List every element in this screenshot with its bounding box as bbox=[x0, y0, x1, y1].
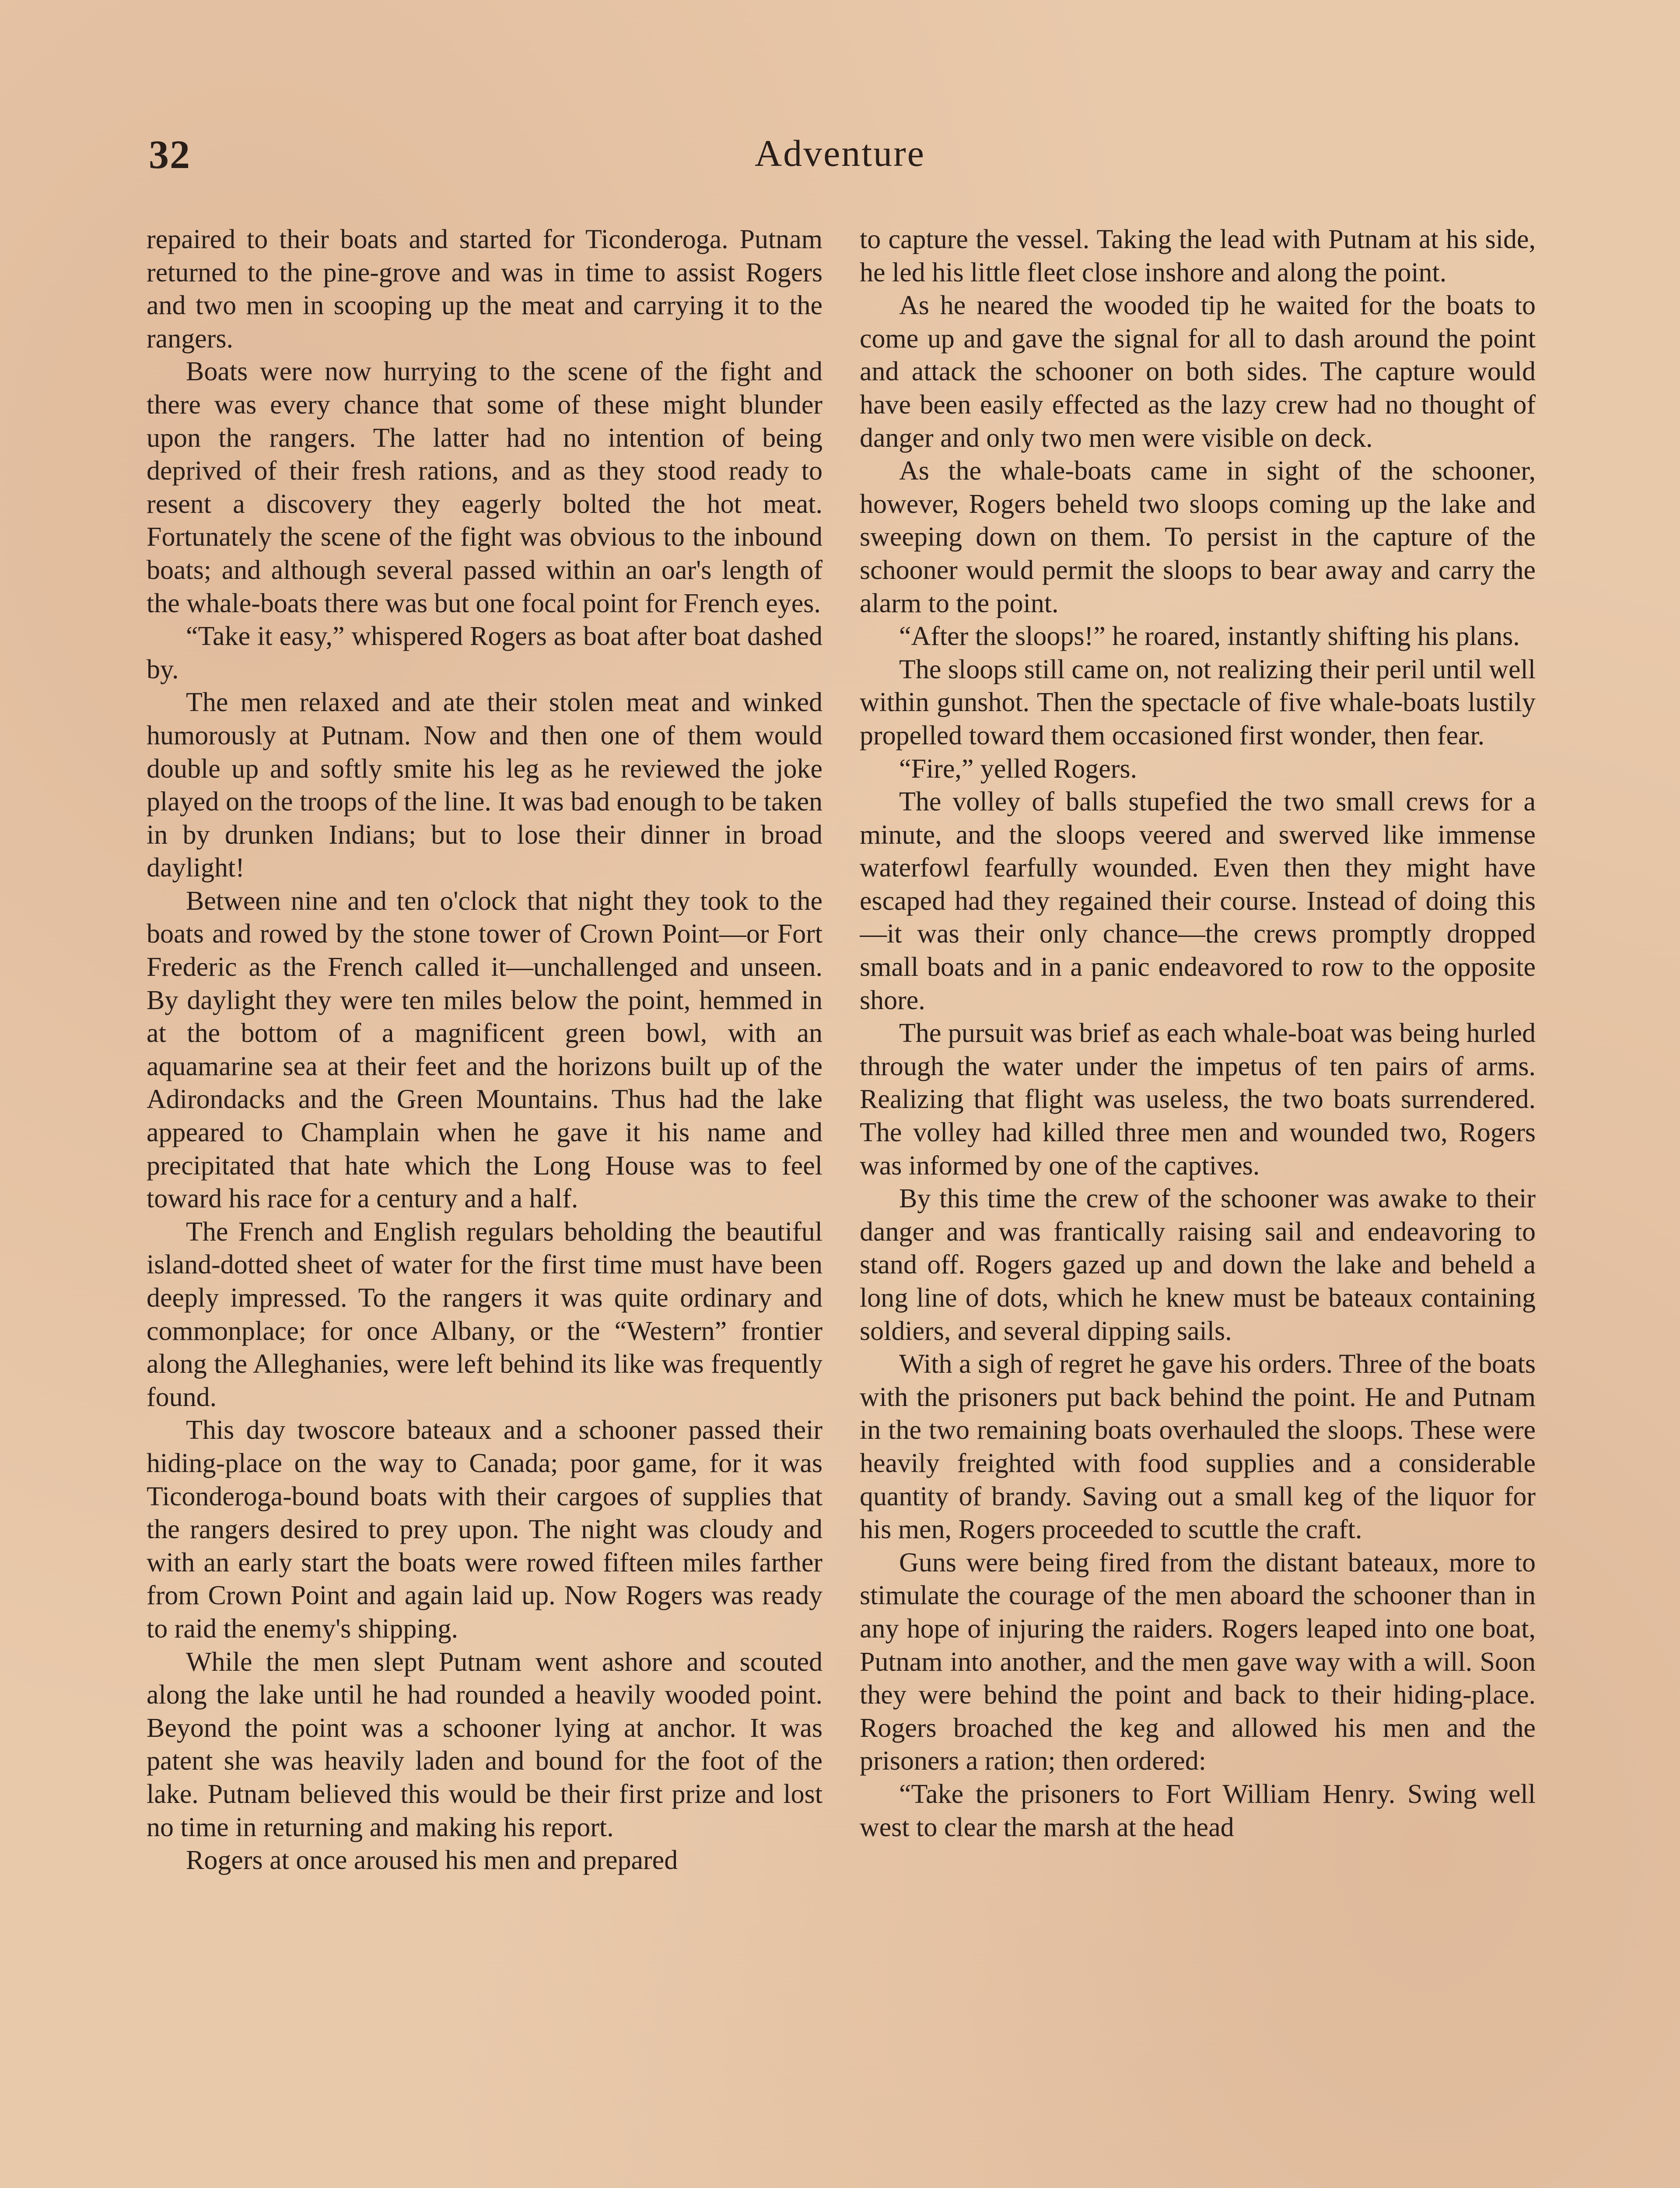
paragraph: Rogers at once aroused his men and prepared bbox=[186, 1845, 678, 1876]
paragraph: “After the sloops!” he roared, instantly shifting his plans. bbox=[899, 621, 1520, 652]
paragraph: By this time the crew of the schooner was awake to their danger and was frantically raising sail and endeavoring to stand off. Rogers gazed up and down the lake and beheld a long line of dots, which he knew must be bateaux containing soldiers, and several dipping sails. bbox=[860, 1184, 1536, 1346]
paragraph: The men relaxed and ate their stolen meat and winked humorously at Putnam. Now and then one of them would double up and softly smite his leg as he reviewed the joke played on the troops of the line. It was bad enough to be taken in by drunken Indians; but to lose their dinner in broad daylight! bbox=[147, 687, 822, 883]
paragraph: “Fire,” yelled Rogers. bbox=[899, 754, 1138, 784]
paragraph: The French and English regulars beholding the beautiful island-dotted sheet of water for the first time must have been deeply impressed. To the rangers it was quite ordinary and commonplace; for once Albany, or the “Western” frontier along the Alleghanies, were left behind its like was frequently found. bbox=[147, 1217, 822, 1412]
paragraph: to capture the vessel. Taking the lead with Putnam at his side, he led his little fleet close inshore and along the point. bbox=[860, 224, 1536, 288]
paragraph: Boats were now hurrying to the scene of the fight and there was every chance that some of these might blunder upon the rangers. The latter had no intention of being deprived of their fresh rations, and as they stood ready to resent a discovery they eagerly bolted the hot meat. Fortunately the scene of the fight was obvious to the inbound boats; and although several passed within an oar's length of the whale-boats there was but one focal point for French eyes. bbox=[147, 357, 822, 618]
text-column-right bbox=[860, 223, 1536, 2188]
paragraph: As the whale-boats came in sight of the schooner, however, Rogers beheld two sloops coming up the lake and sweeping down on them. To persist in the capture of the schooner would permit the sloops to bear away and carry the alarm to the point. bbox=[860, 456, 1536, 618]
paragraph: “Take the prisoners to Fort William Henry. Swing well west to clear the marsh at the head bbox=[860, 1779, 1536, 1842]
paragraph: The sloops still came on, not realizing their peril until well within gunshot. Then the spectacle of five whale-boats lustily propelled toward them occasioned first wonder, then fear. bbox=[860, 654, 1536, 750]
paragraph: The pursuit was brief as each whale-boat was being hurled through the water under the impetus of ten pairs of arms. Realizing that flight was useless, the two boats surrendered. The volley had killed three men and wounded two, Rogers was informed by one of the captives. bbox=[860, 1018, 1536, 1181]
page-number: 32 bbox=[149, 132, 191, 177]
paragraph: Guns were being fired from the distant bateaux, more to stimulate the courage of the men aboard the schooner than in any hope of injuring the raiders. Rogers leaped into one boat, Putnam into another, and the men gave way with a will. Soon they were behind the point and back to their hiding-place. Rogers broached the keg and allowed his men and the prisoners a ration; then ordered: bbox=[860, 1547, 1536, 1776]
paragraph: repaired to their boats and started for Ticonderoga. Putnam returned to the pine-grove and was in time to assist Rogers and two men in scooping up the meat and carrying it to the rangers. bbox=[147, 224, 822, 354]
paragraph: While the men slept Putnam went ashore and scouted along the lake until he had rounded a heavily wooded point. Beyond the point was a schooner lying at anchor. It was patent she was heavily laden and bound for the foot of the lake. Putnam believed this would be their first prize and lost no time in returning and making his report. bbox=[147, 1647, 822, 1842]
paragraph: With a sigh of regret he gave his orders. Three of the boats with the prisoners put back behind the point. He and Putnam in the two remaining boats overhauled the sloops. These were heavily freighted with food supplies and a considerable quantity of brandy. Saving out a small keg of the liquor for his men, Rogers proceeded to scuttle the craft. bbox=[860, 1349, 1536, 1545]
text-column-left bbox=[147, 223, 822, 2188]
paragraph: This day twoscore bateaux and a schooner passed their hiding-place on the way to Canada; poor game, for it was Ticonderoga-bound boats with their cargoes of supplies that the rangers desired to prey upon. The night was cloudy and with an early start the boats were rowed fifteen miles farther from Crown Point and again laid up. Now Rogers was ready to raid the enemy's shipping. bbox=[147, 1415, 822, 1644]
paragraph: “Take it easy,” whispered Rogers as boat after boat dashed by. bbox=[147, 621, 822, 684]
paragraph: As he neared the wooded tip he waited for the boats to come up and gave the signal for all to dash around the point and attack the schooner on both sides. The capture would have been easily effected as the lazy crew had no thought of danger and only two men were visible on deck. bbox=[860, 291, 1536, 453]
running-head-title: Adventure bbox=[755, 132, 925, 174]
paragraph: The volley of balls stupefied the two small crews for a minute, and the sloops veered and swerved like immense waterfowl fearfully wounded. Even then they might have escaped had they regained their course. Instead of doing this—it was their only chance—the crews promptly dropped small boats and in a panic endeavored to row to the opposite shore. bbox=[860, 787, 1536, 1015]
paragraph: Between nine and ten o'clock that night they took to the boats and rowed by the stone tower of Crown Point—or Fort Frederic as the French called it—unchallenged and unseen. By daylight they were ten miles below the point, hemmed in at the bottom of a magnificent green bowl, with an aquamarine sea at their feet and the horizons built up of the Adirondacks and the Green Mountains. Thus had the lake appeared to Champlain when he gave it his name and precipitated that hate which the Long House was to feel toward his race for a century and a half. bbox=[147, 886, 822, 1214]
